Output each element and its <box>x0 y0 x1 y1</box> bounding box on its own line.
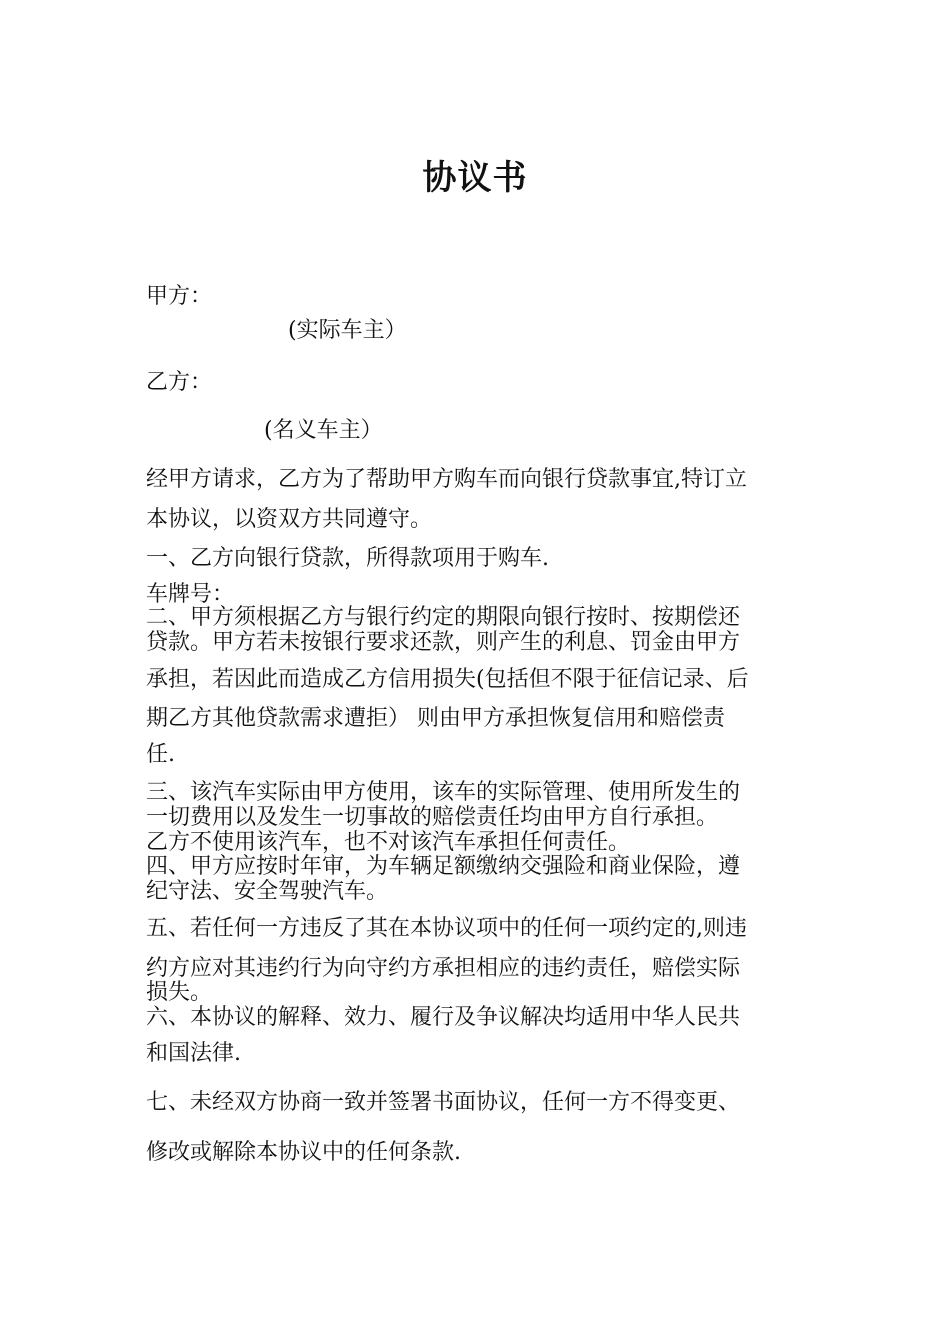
body-line: 贷款。甲方若未按银行要求还款，则产生的利息、罚金由甲方 <box>146 630 741 655</box>
clause-3: 三、该汽车实际由甲方使用，该车的实际管理、使用所发生的 <box>146 780 741 805</box>
clause-6: 六、本协议的解释、效力、履行及争议解决均适用中华人民共 <box>146 1005 741 1030</box>
clause-5: 五、若任何一方违反了其在本协议项中的任何一项约定的,则违 <box>146 916 747 941</box>
body-line: 损失。 <box>146 980 213 1005</box>
body-line: 任. <box>146 742 175 767</box>
party-b-role: (名义车主） <box>264 418 383 443</box>
body-line: 本协议，以资双方共同遵守。 <box>146 507 433 532</box>
body-line: 乙方不使用该汽车，也不对该汽车承担任何责任。 <box>146 830 631 855</box>
body-line: 纪守法、安全驾驶汽车。 <box>146 879 389 904</box>
clause-7: 七、未经双方协商一致并签署书面协议，任何一方不得变更、 <box>146 1090 741 1115</box>
clause-1: 一、乙方向银行贷款，所得款项用于购车. <box>146 546 549 571</box>
body-line: 承担，若因此而造成乙方信用损失(包括但不限于征信记录、后 <box>146 667 749 692</box>
document-title: 协议书 <box>422 158 528 198</box>
body-line: 修改或解除本协议中的任何条款. <box>146 1140 461 1165</box>
party-a-label: 甲方： <box>146 284 213 309</box>
body-line: 期乙方其他贷款需求遭拒） 则由甲方承担恢复信用和赔偿责 <box>146 706 725 731</box>
body-line: 和国法律. <box>146 1041 241 1066</box>
body-line: 经甲方请求，乙方为了帮助甲方购车而向银行贷款事宜,特订立 <box>146 467 747 492</box>
plate-number-label: 车牌号： <box>146 582 235 607</box>
clause-2: 二、甲方须根据乙方与银行约定的期限向银行按时、按期偿还 <box>146 605 741 630</box>
party-b-label: 乙方： <box>146 370 213 395</box>
body-line: 约方应对其违约行为向守约方承担相应的违约责任，赔偿实际 <box>146 956 741 981</box>
body-line: 一切费用以及发生一切事故的赔偿责任均由甲方自行承担。 <box>146 805 719 830</box>
party-a-role: (实际车主） <box>288 318 407 343</box>
clause-4: 四、甲方应按时年审，为车辆足额缴纳交强险和商业保险，遵 <box>146 854 741 879</box>
